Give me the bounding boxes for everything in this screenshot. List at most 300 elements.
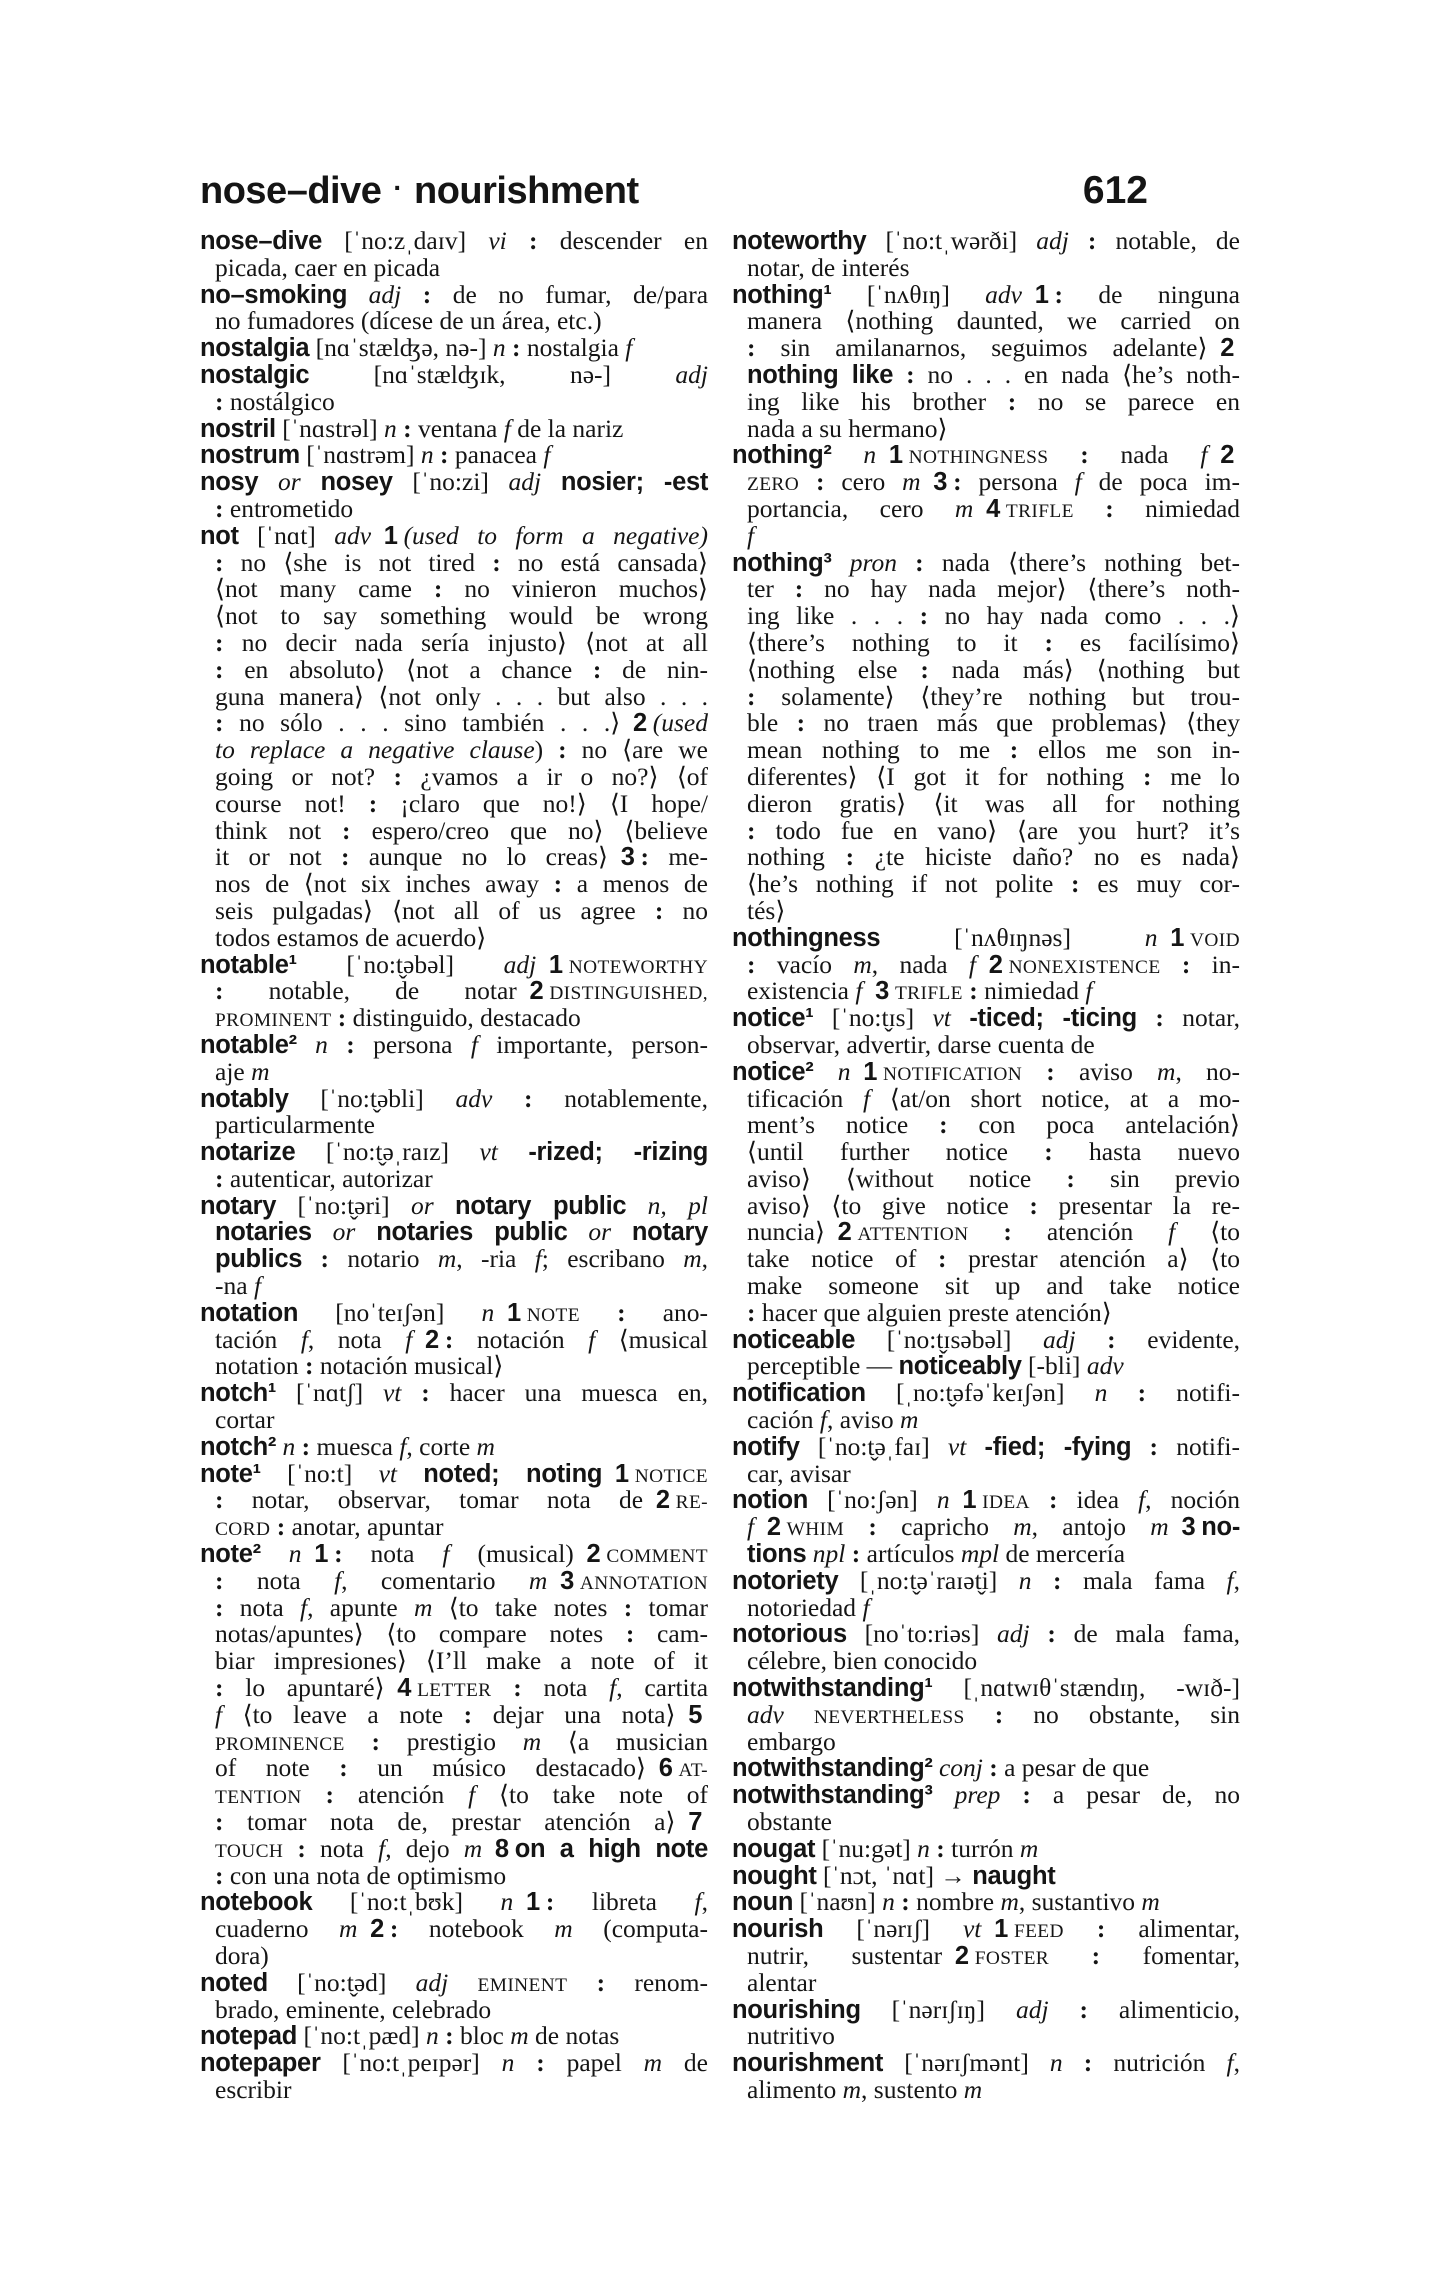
definition-text: ter : no hay nada mejor⟩ ⟨there’s noth- [747,574,1240,604]
dictionary-line [732,1726,1240,1756]
headword-text: notable¹ [200,950,297,979]
definition-text: : hacer una muesca en, [421,1378,709,1408]
italic-label: m [510,2021,529,2051]
definition-text [297,1030,315,1059]
definition-text: ⟨there’s nothing to it : es facilísimo⟩ [747,627,1240,657]
small-caps-label: FOSTER [974,1948,1050,1969]
italic-label: pron [849,547,897,577]
definition-text: no fumadores (dícese de un área, etc.) [215,306,602,336]
dictionary-line [200,335,708,362]
italic-label: n [882,1887,895,1917]
definition-text: : autenticar, autorizar [215,1163,433,1193]
definition-text: ) : no ⟨are we [534,735,708,765]
dictionary-line [732,1246,1240,1273]
dictionary-line [200,576,708,603]
definition-text: ⟨musical [595,1324,708,1354]
dictionary-line [732,469,1240,496]
dictionary-line [200,949,708,979]
definition-text [312,1217,333,1246]
definition-text: : turrón [936,1833,1020,1863]
dictionary-line [732,815,1240,845]
bold-colon: : [1105,493,1114,523]
dictionary-line [732,788,1240,818]
italic-label: n [1018,1565,1032,1595]
definition-text: , sustento [861,2074,964,2104]
definition-text: de poca im- [1081,467,1240,497]
dictionary-line [732,1324,1241,1354]
sense-number: 2 [988,950,1003,979]
definition-text: : solamente⟩ ⟨they’re nothing but trou- [747,681,1240,711]
italic-label: adj [675,359,708,389]
definition-text: escribir [215,2074,292,2104]
italic-label: n [1144,922,1158,952]
dictionary-line [732,228,1240,255]
dictionary-line [200,547,709,577]
definition-text: ing like . . . : no hay nada como . . .⟩ [747,601,1240,631]
sense-number: 1 [526,1888,541,1917]
definition-text: car, avisar [747,1458,851,1488]
definition-text: : nutrición [1083,2048,1227,2078]
phonetic-text: [ˈno:t̬ɪsəbəl] [855,1324,1043,1354]
bold-colon: : [545,1887,555,1917]
definition-text: going or not? : ¿vamos a ir o no?⟩ ⟨of [215,761,709,791]
phonetic-text: [nɑˈstælʤə, nə-] [309,333,493,363]
definition-text: : notación [444,1324,589,1354]
dictionary-line [200,1407,708,1434]
small-caps-label: FEED [1013,1921,1064,1943]
definition-text: : sin amilanarnos, seguimos adelante⟩ [747,333,1208,363]
dictionary-line [200,1273,708,1300]
bold-colon: : [794,574,804,604]
definition-text: ⟨he’s nothing if not polite : es muy cor- [747,869,1240,899]
dictionary-line [732,1163,1241,1193]
italic-label: vt [479,1137,498,1167]
definition-text: : todo fue en vano⟩ ⟨are you hurt? it’s [747,815,1240,845]
phonetic-text: [ˈnu:gət] [815,1833,918,1863]
dictionary-line [200,1809,708,1836]
dictionary-line [200,252,708,282]
definition-text: make someone sit up and take notice [747,1271,1240,1301]
bold-colon: : [1091,1941,1101,1970]
definition-text [611,1217,632,1246]
bold-colon: : [393,761,402,791]
bold-colon: : [1047,1619,1056,1649]
definition-text: : cero [815,467,903,497]
definition-text [301,467,321,496]
bold-colon: : [747,815,756,845]
definition-text: : atención [1003,1217,1169,1247]
dictionary-line [732,1860,1240,1890]
italic-label: m [853,949,872,979]
dictionary-line [732,520,1240,550]
small-caps-label: COMMENT [606,1546,708,1568]
italic-label: f [334,1565,342,1595]
definition-text: , -ria [456,1244,535,1274]
headword-text: note² [200,1540,261,1569]
italic-label: adj [1042,1324,1076,1354]
headword-text: noticeably [898,1352,1022,1381]
dictionary-line [200,1541,708,1568]
definition-text: : aviso [1046,1056,1158,1086]
definition-text: : no decir nada sería injusto⟩ ⟨not at all [215,627,708,657]
italic-label: n [481,1297,495,1327]
italic-label: n [917,1833,930,1863]
sense-number: 1 [863,1057,878,1086]
headword-text: notice¹ [732,1004,814,1033]
bold-colon: : [1155,1003,1164,1033]
phonetic-text: [ˈnərɪʃmənt] [883,2048,1050,2078]
dictionary-line [200,895,709,925]
headword-text: not [200,521,239,550]
dictionary-line [200,308,708,335]
bold-colon: : [747,949,756,979]
sense-number: 3 [933,468,948,497]
dictionary-line [200,1297,709,1327]
definition-text: manera ⟨nothing daunted, we carried on [747,306,1240,336]
italic-label: adv [334,520,372,550]
sense-number: 5 [688,1700,703,1729]
definition-text: , no- [1175,1056,1241,1086]
italic-label: n [936,1485,950,1515]
definition-text: : notable, de [1087,226,1241,255]
definition-text: biar impresiones⟩ ⟨I’ll make a note of it [215,1646,708,1676]
headword-text: nothing like [747,360,894,389]
italic-label: adj [368,279,402,309]
italic-label: f [747,1512,755,1542]
definition-text: : descender en [528,226,708,255]
definition-text: : notable, de notar [215,976,517,1006]
phonetic-text: [ˈnʌθɪŋnəs] [880,922,1145,952]
headword-text: notch¹ [200,1379,277,1408]
dictionary-line [732,1755,1240,1782]
bold-colon: : [334,1539,343,1569]
phonetic-text: [ˈnʌθɪŋ] [831,279,986,309]
dictionary-line [200,1246,708,1273]
italic-label: f [1200,440,1208,470]
dictionary-line [732,654,1240,684]
italic-label: m [963,2074,983,2104]
dictionary-line [732,922,1240,952]
bold-colon: : [919,601,929,631]
bold-colon: : [215,1673,224,1703]
italic-label: f [215,1699,223,1729]
definition-text: : nimiedad [1105,493,1241,523]
bold-colon: : [953,467,962,497]
definition-text: ⟨not many came : no vinieron muchos⟩ [215,574,708,604]
bold-colon: : [342,815,351,845]
dictionary-line [732,442,1240,469]
definition-text: , sustantivo [1018,1887,1142,1917]
italic-label: f [503,413,511,443]
dictionary-line [732,279,1240,309]
bold-colon: : [215,1807,224,1837]
page-number: 612 [1082,169,1148,212]
phonetic-text: [ˈnɑstrəl] [275,413,385,443]
dictionary-line [200,469,708,496]
definition-text: : a pesar de, no [1022,1780,1241,1810]
definition-text: ⟨until further notice : hasta nuevo [747,1137,1241,1167]
italic-label: f [862,1592,870,1622]
definition-text: : no ⟨she is not tired : no está cansada⟩ [215,547,709,577]
bold-colon: : [1181,949,1191,979]
dictionary-line [200,871,708,898]
phonetic-text: [ˈno:t̬əˌraɪz] [295,1137,480,1167]
dictionary-line [200,1675,708,1702]
headword-text: notwithstanding² [732,1754,933,1783]
dictionary-line [732,252,1240,282]
definition-text: existencia [747,976,856,1006]
bold-colon: : [1083,2048,1093,2078]
italic-label: conj [938,1753,983,1783]
small-caps-label: ZERO [747,474,800,496]
sense-number: 1 [1170,923,1185,952]
definition-text: mean nothing to me : ellos me son in- [747,735,1240,765]
bold-colon: : [1096,1914,1106,1944]
italic-label: f [534,1244,542,1274]
italic-label: vt [382,1378,402,1408]
bold-colon: : [1066,1163,1075,1193]
italic-label: f [609,1673,617,1703]
bold-colon: : [215,493,224,523]
dictionary-line [200,1833,709,1863]
bold-colon: : [297,1833,306,1863]
bold-colon: : [215,976,224,1006]
bold-colon: : [553,869,563,899]
sense-number: 2 [954,1942,970,1970]
definition-text: , nada [871,949,969,979]
definition-text: ⟨to leave a note : dejar una nota⟩ [222,1699,676,1729]
italic-label: vt [947,1431,967,1461]
definition-text [258,467,278,496]
headword-text: nosier; -est [560,468,709,497]
sense-number: 1 [548,950,564,979]
bold-colon: : [215,654,224,684]
dictionary-line [732,1190,1240,1220]
small-caps-label: NOTEWORTHY [568,956,708,978]
small-caps-label: NOTE [526,1304,580,1326]
column-left [200,228,708,2104]
bold-colon: : [796,708,806,738]
italic-label: adj [508,467,542,497]
italic-label: adv [747,1699,784,1729]
dictionary-line [200,1782,708,1809]
dictionary-line [732,844,1240,871]
definition-text: : a pesar de que [989,1753,1150,1783]
dictionary-line [200,2074,708,2104]
italic-label: n [384,413,397,443]
dictionary-line [732,681,1240,711]
dictionary-line [200,1324,708,1354]
phonetic-text: [ˈno:tˌpeɪpər] [320,2048,502,2078]
bold-colon: : [304,1351,314,1381]
definition-text: notas/apuntes⟩ ⟨to compare notes : cam- [215,1619,708,1649]
small-caps-label: PROMINENT [215,1010,332,1032]
bold-colon: : [592,654,602,684]
small-caps-label: TRIFLE [1005,500,1074,522]
dictionary-line [732,1621,1240,1648]
phonetic-text: [ˌnɑtwɪθˈstændɪŋ, -wɪð-] [932,1673,1240,1703]
bold-colon: : [617,1297,626,1327]
definition-text: ⟨at/on short notice, at a mo- [870,1083,1240,1113]
italic-label: or [410,1190,434,1220]
definition-text: : prestigio [371,1726,523,1756]
headword-text: noteworthy [732,227,867,255]
small-caps-label: NEVERTHELESS [813,1706,965,1728]
definition-text: : nota [334,1539,443,1569]
definition-text: : notario [320,1244,438,1274]
dictionary-line [200,978,708,1005]
definition-text: : en absoluto⟩ ⟨not a chance : de nin- [215,654,708,684]
italic-label: f [588,1324,596,1354]
dictionary-line [200,1380,708,1407]
sense-number: 1 [314,1540,329,1569]
dictionary-line [732,1407,1240,1434]
bold-colon: : [371,1726,380,1756]
dictionary-line [200,2023,708,2050]
small-caps-label: TRIFLE [894,983,963,1005]
bold-colon: : [1080,440,1089,470]
definition-text: , antojo [1031,1512,1151,1542]
definition-text: , [1233,1565,1240,1595]
italic-label: m [842,2074,862,2104]
bold-colon: : [625,1619,635,1649]
bold-colon: : [1046,1056,1055,1086]
definition-text: alimento [747,2074,843,2104]
dictionary-line [200,1083,708,1113]
definition-text: : lo apuntaré⟩ [215,1673,385,1703]
dictionary-line [200,1967,708,1997]
bold-colon: : [337,1003,347,1033]
italic-label: f [399,1431,407,1461]
sense-number: 4 [986,494,1001,523]
small-caps-label: DISTINGUISHED, [549,983,708,1005]
phonetic-text: [noˈto:riəs] [846,1619,998,1649]
dictionary-line [200,710,708,737]
definition-text [434,1191,455,1220]
italic-label: n [288,1539,302,1569]
definition-text: : no obstante, sin [994,1699,1241,1729]
dictionary-line [200,761,709,791]
definition-text: : renom- [596,1967,708,1997]
sense-number: 1 [1034,280,1049,309]
definition-text: : notifi- [1137,1378,1241,1408]
definition-text [832,440,864,469]
definition-text: ; escribano [541,1244,684,1274]
bold-colon: : [1137,1378,1147,1408]
definition-text: ⟨a musician [541,1726,708,1756]
definition-text: : ventana [403,413,504,443]
dictionary-line [200,737,708,764]
italic-label: adv [985,279,1022,309]
bold-colon: : [320,1244,329,1274]
bold-colon: : [1048,1485,1058,1515]
dictionary-line [732,493,1241,523]
headword-text: note¹ [200,1459,261,1488]
dictionary-line [732,386,1241,416]
italic-label: n [500,1887,514,1917]
dictionary-line [200,1163,708,1193]
bold-colon: : [1007,386,1017,416]
dictionary-line [200,603,708,630]
sense-number: 8 [494,1834,510,1863]
small-caps-label: EMINENT [477,1974,568,1996]
definition-text: : nostálgico [215,386,335,416]
phonetic-text: [nɑˈstælʤɪk, nə-] [309,359,676,389]
sense-number: 1 [614,1459,630,1488]
definition-text [541,467,561,496]
definition-text: : nada [1080,440,1201,470]
dictionary-line [732,2074,1240,2104]
italic-label: m [1000,1887,1019,1917]
dictionary-line [732,603,1240,630]
definition-text: , aviso [827,1405,900,1435]
headword-text: notch² [200,1432,277,1461]
bold-colon: : [340,842,350,872]
definition-text: dora) [215,1941,269,1970]
definition-text: (computa- [572,1914,708,1944]
italic-label: (used [652,708,708,738]
headword-text: noun [732,1888,794,1917]
dictionary-line [732,1648,1240,1675]
italic-label: m [1157,1056,1176,1086]
headword-text: notwithstanding¹ [732,1674,933,1703]
definition-text: guna manera⟩ ⟨not only . . . but also . . . [215,681,708,711]
italic-label: n, pl [647,1190,709,1220]
dictionary-line [732,2050,1240,2077]
definition-text: : bloc [445,2021,511,2051]
dictionary-line [732,1139,1240,1166]
guide-word-first: nose–dive [200,170,382,212]
sense-number: 2 [586,1540,601,1569]
small-caps-label: WHIM [786,1519,845,1541]
bold-colon: : [276,1512,286,1542]
dictionary-line [732,1431,1241,1461]
definition-text: célebre, bien conocido [747,1646,978,1676]
dictionary-line [732,710,1240,737]
guide-word-last: nourishment [414,170,639,212]
sense-number: 1 [994,1915,1009,1944]
definition-text: portancia, cero [747,493,955,523]
definition-text: think not : espero/creo que no⟩ ⟨believe [215,815,708,845]
sense-number: 1 [506,1298,522,1327]
definition-text: aviso⟩ ⟨without notice : sin previo [747,1163,1241,1193]
italic-label: f [1074,467,1082,497]
bold-colon: : [936,1833,945,1863]
headword-text: notary [631,1218,709,1247]
headword-text: notation [200,1298,299,1327]
italic-label: f [625,333,633,363]
bold-colon: : [1079,1994,1088,2024]
phonetic-text: [ˈnɑt] [238,520,335,550]
definition-text [784,1700,814,1729]
definition-text: , apunte [307,1592,415,1622]
bold-colon: : [969,976,978,1006]
definition-text: ing like his brother : no se parece en [747,386,1241,416]
phonetic-text: [ˈnɔt, ˈnɑt] [816,1860,941,1890]
phonetic-text: [ˈno:t̬əbli] [288,1083,456,1113]
italic-label: m [1019,1833,1039,1863]
headword-text: no- [1201,1513,1241,1542]
phonetic-text: [ˈno:tˌwərði] [866,226,1037,255]
definition-text [626,1191,647,1220]
italic-label: m [954,493,974,523]
bold-colon: : [325,1780,334,1810]
dictionary-line [200,1029,708,1059]
definition-text: , [701,1244,709,1274]
definition-text: : papel [536,2048,644,2078]
definition-text: : nombre [901,1887,1001,1917]
definition-text: (musical) [449,1539,574,1569]
